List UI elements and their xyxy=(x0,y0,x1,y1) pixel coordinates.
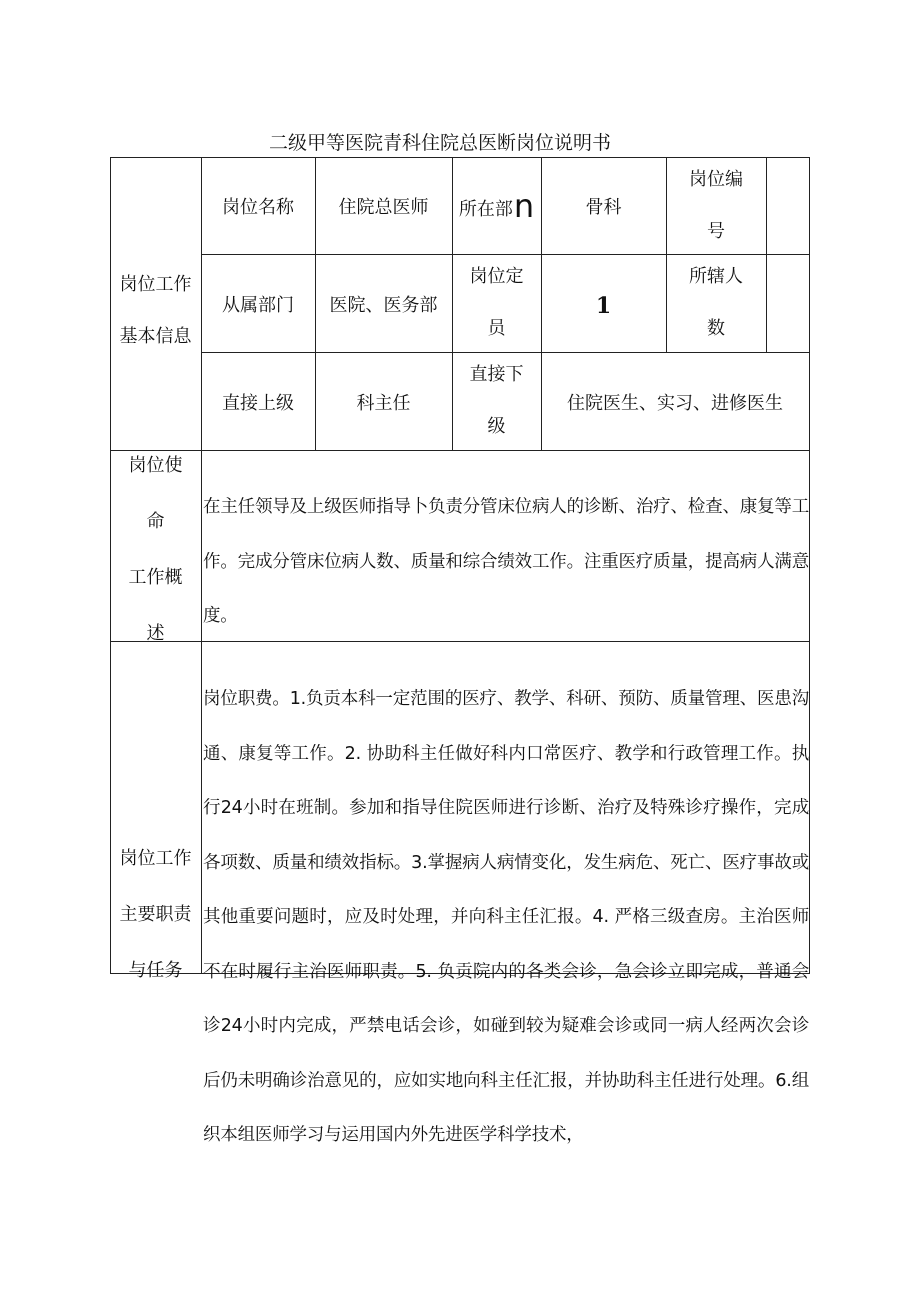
mission-label-line3: 工作概 xyxy=(128,567,183,588)
affiliation-label: 从属部门 xyxy=(222,295,294,316)
affiliation-value: 医院、医务部 xyxy=(329,295,438,316)
subordinates-label-line2: 数 xyxy=(707,318,725,339)
duties-label-line1: 岗位工作 xyxy=(119,848,192,869)
post-number-label-line1: 岗位编 xyxy=(689,168,743,190)
superior-label: 直接上级 xyxy=(222,393,294,414)
basic-info-label-line2: 基本信息 xyxy=(119,326,192,347)
dept-label-suffix: n xyxy=(513,187,535,225)
dept-label-text: 所在部 xyxy=(458,199,513,220)
post-number-value xyxy=(766,157,810,254)
basic-info-label xyxy=(110,256,201,366)
direct-subordinate-label-line1: 直接下 xyxy=(469,364,524,385)
duties-label-line3: 与任务 xyxy=(128,960,183,981)
mission-label xyxy=(110,444,201,656)
document-title: 二级甲等医院青科住院总医断岗位说明书 xyxy=(268,132,611,154)
mission-text: 在主任领导及上级医师指导卜负责分管床位病人的诊断、治疗、检查、康复等工作。完成分管床位病人数、质量和综合绩效工作。注重医疗质量，提高病人满意度。 xyxy=(203,497,809,626)
dept-label xyxy=(452,186,541,234)
dept-value: 骨科 xyxy=(585,197,622,218)
direct-subordinate-value: 住院医生、实习、进修医生 xyxy=(567,393,783,414)
post-number-label-line2: 号 xyxy=(707,220,725,242)
quota-label-line1: 岗位定 xyxy=(469,266,524,287)
basic-info-label-line1: 岗位工作 xyxy=(119,274,192,295)
duties-text: 岗位职费。1.负贡本科一定范围的医疗、教学、科研、预防、质量管理、医患沟通、康复等工作。2. 协助科主任做好科内口常医疗、教学和行政管理工作。执行24小时在班制。参加和指导住院医师进行诊断、治疗及特殊诊疗操作，完成各项数、质量和绩效指标。3.掌握病人病情变化，发生病危、死亡、医疗事故或其他重要问题时，应及时处理，并向科主任汇报。4. 严格三级查房。主治医师不在时履行主治医师职责。5. 负贡院内的各类会诊，急会诊立即完成，普通会诊24小时内完成，严禁电话会诊，如碰到较为疑难会诊或同一病人经两次会诊后仍未明确诊治意见的，应如实地向科主任汇报，并协助科主任进行处理。6.组织本组医师学习与运用国内外先进医学科学技术， xyxy=(203,689,810,1145)
row-divider xyxy=(110,450,810,451)
quota-value: 1 xyxy=(595,293,612,319)
quota-label-line2: 员 xyxy=(487,318,506,339)
duties-label xyxy=(110,831,201,999)
post-name-value: 住院总医师 xyxy=(338,197,429,218)
direct-subordinate-label xyxy=(452,352,541,450)
duties-label-line2: 主要职责 xyxy=(119,904,192,925)
mission-label-line4: 述 xyxy=(146,623,165,644)
subordinates-value xyxy=(766,254,810,352)
post-name-label: 岗位名称 xyxy=(222,197,294,218)
post-number-label xyxy=(666,157,766,254)
subordinates-label xyxy=(666,254,766,352)
mission-label-line2: 命 xyxy=(146,511,165,532)
quota-label xyxy=(452,254,541,352)
direct-subordinate-label-line2: 级 xyxy=(487,416,506,437)
subordinates-label-line1: 所辖人 xyxy=(689,266,743,287)
superior-value: 科主任 xyxy=(356,393,411,414)
mission-label-line1: 岗位使 xyxy=(128,455,183,476)
